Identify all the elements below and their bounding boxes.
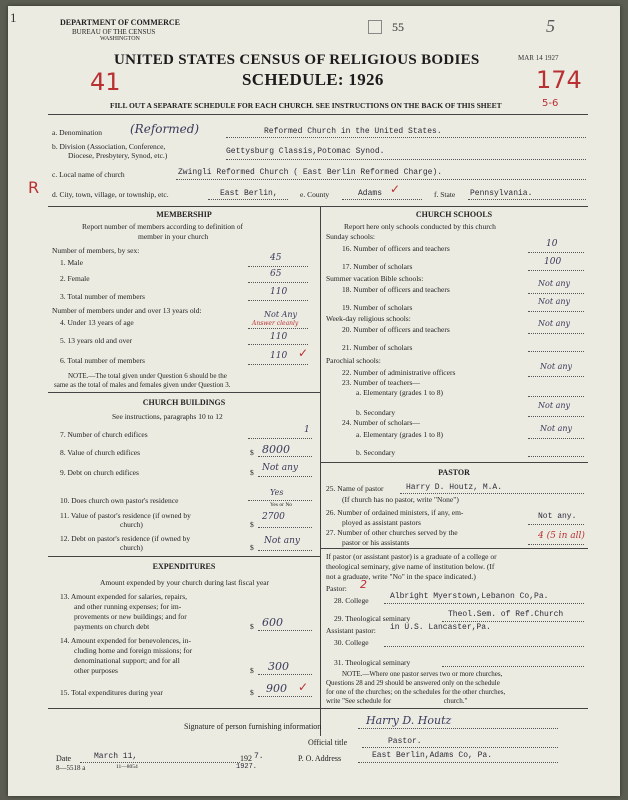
denomination-value: Reformed Church in the United States. [264, 127, 442, 136]
q20-label: 20. Number of officers and teachers [342, 325, 450, 334]
margin-r-annotation: R [28, 178, 40, 197]
membership-note-2: same as the total of males and females given under Question 3. [54, 381, 231, 389]
q24-label: 24. Number of scholars— [342, 418, 420, 427]
q8-value: 8000 [262, 443, 290, 456]
year-value: 7. [254, 752, 264, 761]
q6-value: 110 [270, 351, 288, 361]
q12-label: 12. Debt on pastor's residence (if owned by [60, 534, 191, 543]
signature-label: Signature of person furnishing information [184, 722, 322, 731]
q6-label: 6. Total number of members [60, 356, 145, 365]
parochial-label: Parochial schools: [326, 356, 381, 365]
q24a-label: a. Elementary (grades 1 to 8) [356, 430, 444, 439]
q19-label: 19. Number of scholars [342, 303, 413, 312]
division-label-2: Diocese, Presbytery, Synod, etc.) [68, 151, 168, 160]
q25-value: Harry D. Houtz, M.A. [406, 483, 503, 492]
q4-label: 4. Under 13 years of age [60, 318, 134, 327]
q10-value: Yes [270, 488, 284, 497]
q27-label: 27. Number of other churches served by the [326, 528, 458, 537]
q31-label: 31. Theological seminary [334, 658, 411, 667]
q2-value: 65 [270, 269, 282, 279]
form-number: 55 [392, 20, 404, 34]
q14-label-3: denominational support; and for all [74, 656, 180, 665]
q11-label: 11. Value of pastor's residence (if owned by [60, 511, 191, 520]
buildings-sub: See instructions, paragraphs 10 to 12 [112, 412, 223, 421]
q28-label: 28. College [334, 596, 369, 605]
membership-sub-2: member in your church [138, 232, 209, 241]
church-name-label: c. Local name of church [52, 170, 125, 179]
right-number-annotation: 174 [536, 66, 582, 94]
pastor-title: PASTOR [438, 468, 470, 477]
buildings-title: CHURCH BUILDINGS [142, 398, 226, 407]
q12-value: Not any [264, 536, 301, 546]
q19-value: Not any [538, 297, 571, 306]
q11-dollar: $ [250, 520, 254, 529]
q5-label: 5. 13 years old and over [60, 336, 133, 345]
q23b-value: Not any [538, 401, 571, 410]
q18-value: Not any [538, 279, 571, 288]
department-label: DEPARTMENT OF COMMERCE [60, 18, 181, 27]
census-schedule-page [8, 6, 620, 796]
q27-value: 4 (5 in all) [538, 531, 585, 541]
q15-check: ✓ [298, 680, 309, 694]
membership-sub-1: Report number of members according to definition of [82, 222, 243, 231]
po-address-value: East Berlin,Adams Co, Pa. [372, 751, 493, 760]
q5-value: 110 [270, 332, 288, 342]
q2-label: 2. Female [60, 274, 90, 283]
q23-label: 23. Number of teachers— [342, 378, 420, 387]
q26-label-2: ployed as assistant pastors [342, 518, 421, 527]
received-stamp: MAR 14 1927 [518, 54, 559, 62]
summer-label: Summer vacation Bible schools: [326, 274, 424, 283]
weekday-label: Week-day religious schools: [326, 314, 411, 323]
q22-label: 22. Number of administrative officers [342, 368, 456, 377]
form-code: 8—5518 a [56, 764, 86, 772]
q8-label: 8. Value of church edifices [60, 448, 141, 457]
q17-value: 100 [544, 257, 562, 267]
top-right-mark: 5 [546, 16, 555, 36]
po-address-label: P. O. Address [298, 754, 342, 763]
date-value: March 11, [94, 752, 138, 761]
bureau-label: BUREAU OF THE CENSUS [72, 28, 156, 36]
form-code-2: 11—8054 [116, 764, 138, 770]
q7-label: 7. Number of church edifices [60, 430, 148, 439]
q7-value: 1 [304, 425, 310, 435]
q16-value: 10 [546, 239, 558, 249]
graduate-note-3: not a graduate, write "No" in the space indicated.) [326, 572, 476, 581]
q26-value: Not any. [538, 512, 577, 521]
county-label: e. County [300, 190, 330, 199]
left-number-annotation: 41 [90, 68, 121, 96]
q28-value: Albright Myerstown,Lebanon Co,Pa. [390, 592, 549, 601]
q13-value: 600 [262, 616, 283, 629]
q29-value-2: in U.S. Lancaster,Pa. [390, 623, 491, 632]
city-label: WASHINGTON [100, 36, 140, 42]
q12-label-2: church) [120, 543, 143, 552]
expenditures-sub: Amount expended by your church during last fiscal year [100, 578, 270, 587]
official-title-label: Official title [308, 738, 348, 747]
q17-label: 17. Number of scholars [342, 262, 413, 271]
by-sex-label: Number of members, by sex: [52, 246, 140, 255]
q9-label: 9. Debt on church edifices [60, 468, 139, 477]
q14-dollar: $ [250, 666, 254, 675]
q27-label-2: pastor or his assistants [342, 538, 410, 547]
church-name-value: Zwingli Reformed Church ( East Berlin Reformed Charge). [178, 168, 443, 177]
header-rule [48, 114, 588, 115]
membership-title: MEMBERSHIP [156, 210, 212, 219]
q14-value: 300 [268, 660, 289, 673]
q3-label: 3. Total number of members [60, 292, 145, 301]
assistant-pastor-label: Assistant pastor: [326, 626, 376, 635]
q3-value: 110 [270, 287, 288, 297]
pastor-note-4: write "See schedule for church." [326, 697, 468, 705]
year-hand: 1927. [236, 763, 258, 771]
q13-dollar: $ [250, 622, 254, 631]
schools-title: CHURCH SCHOOLS [415, 210, 493, 219]
pastor-note-1: NOTE.—Where one pastor serves two or more churches, [342, 670, 503, 678]
q4-value: Not Any [264, 310, 298, 319]
q1-label: 1. Male [60, 258, 83, 267]
pastor-red-mark: 2 [360, 578, 367, 591]
q13-label-4: payments on church debt [74, 622, 150, 631]
date-label: Date [56, 754, 72, 763]
pastor-note-3: for one of the churches; on the schedules for the other churches, [326, 688, 506, 696]
membership-note-1: NOTE.—The total given under Question 6 should be the [68, 372, 227, 380]
graduate-note-1: If pastor (or assistant pastor) is a graduate of a college or [326, 552, 497, 561]
q15-value: 900 [266, 682, 287, 695]
q25-note: (If church has no pastor, write "None") [342, 495, 459, 504]
state-value: Pennsylvania. [470, 189, 533, 198]
q20-value: Not any [538, 319, 571, 328]
official-title-value: Pastor. [388, 737, 422, 746]
right-sub-annotation: 5-6 [542, 98, 559, 109]
county-check: ✓ [390, 182, 401, 196]
q13-label-2: and other running expenses; for im- [74, 602, 182, 611]
q23b-label: b. Secondary [356, 408, 396, 417]
q29-value: Theol.Sem. of Ref.Church [448, 610, 564, 619]
pastor-sub-label: Pastor: [326, 584, 347, 593]
q10-yes-no-hint: Yes or No [270, 502, 293, 508]
schools-sub: Report here only schools conducted by this church [344, 222, 496, 231]
denomination-hand: (Reformed) [130, 122, 200, 136]
q9-dollar: $ [250, 468, 254, 477]
q24b-label: b. Secondary [356, 448, 396, 457]
q6-check: ✓ [298, 346, 309, 360]
q16-label: 16. Number of officers and teachers [342, 244, 450, 253]
q8-dollar: $ [250, 448, 254, 457]
q21-label: 21. Number of scholars [342, 343, 413, 352]
q14-label-2: cluding home and foreign missions; for [74, 646, 193, 655]
denomination-label: a. Denomination [52, 128, 102, 137]
state-label: f. State [434, 190, 456, 199]
q13-label: 13. Amount expended for salaries, repairs, [60, 592, 188, 601]
q14-label-4: other purposes [74, 666, 118, 675]
sunday-label: Sunday schools: [326, 232, 375, 241]
q29-label: 29. Theological seminary [334, 614, 411, 623]
q12-dollar: $ [250, 543, 254, 552]
top-left-mark: 1 [10, 10, 17, 25]
signature-value: Harry D. Houtz [366, 714, 452, 727]
q15-label: 15. Total expenditures during year [60, 688, 163, 697]
county-value: Adams [358, 189, 383, 198]
q18-label: 18. Number of officers and teachers [342, 285, 450, 294]
q4-value-note: Answer cleanly [252, 320, 299, 327]
q26-label: 26. Number of ordained ministers, if any, em- [326, 508, 464, 517]
q13-label-3: provements or new buildings; and for [74, 612, 187, 621]
city-label-d: d. City, town, village, or township, etc. [52, 190, 169, 199]
year-print: 192 [240, 754, 252, 763]
q22-value: Not any [540, 362, 573, 371]
q14-label: 14. Amount expended for benevolences, in- [60, 636, 192, 645]
q9-value: Not any [262, 463, 299, 473]
q11-label-2: church) [120, 520, 143, 529]
q23a-label: a. Elementary (grades 1 to 8) [356, 388, 444, 397]
q15-dollar: $ [250, 688, 254, 697]
form-title: UNITED STATES CENSUS OF RELIGIOUS BODIES [114, 52, 480, 68]
division-label: b. Division (Association, Conference, [52, 142, 166, 151]
stamp-box [368, 20, 382, 34]
q10-label: 10. Does church own pastor's residence [60, 496, 179, 505]
division-value: Gettysburg Classis,Potomac Synod. [226, 147, 385, 156]
q25-label: 25. Name of pastor [326, 484, 384, 493]
q11-value: 2700 [262, 512, 285, 522]
instruction-line: FILL OUT A SEPARATE SCHEDULE FOR EACH CHURCH. SEE INSTRUCTIONS ON THE BACK OF THIS SHEET [110, 101, 502, 110]
graduate-note-2: theological seminary, give name of institution below. (If [326, 562, 495, 571]
city-value: East Berlin, [220, 189, 278, 198]
q24a-value: Not any [540, 424, 573, 433]
q1-value: 45 [270, 253, 282, 263]
expenditures-title: EXPENDITURES [152, 562, 216, 571]
age-label: Number of members under and over 13 years old: [52, 306, 202, 315]
form-subtitle: SCHEDULE: 1926 [242, 70, 384, 89]
q30-label: 30. College [334, 638, 369, 647]
pastor-note-2: Questions 28 and 29 should be answered only on the schedule [326, 679, 500, 687]
